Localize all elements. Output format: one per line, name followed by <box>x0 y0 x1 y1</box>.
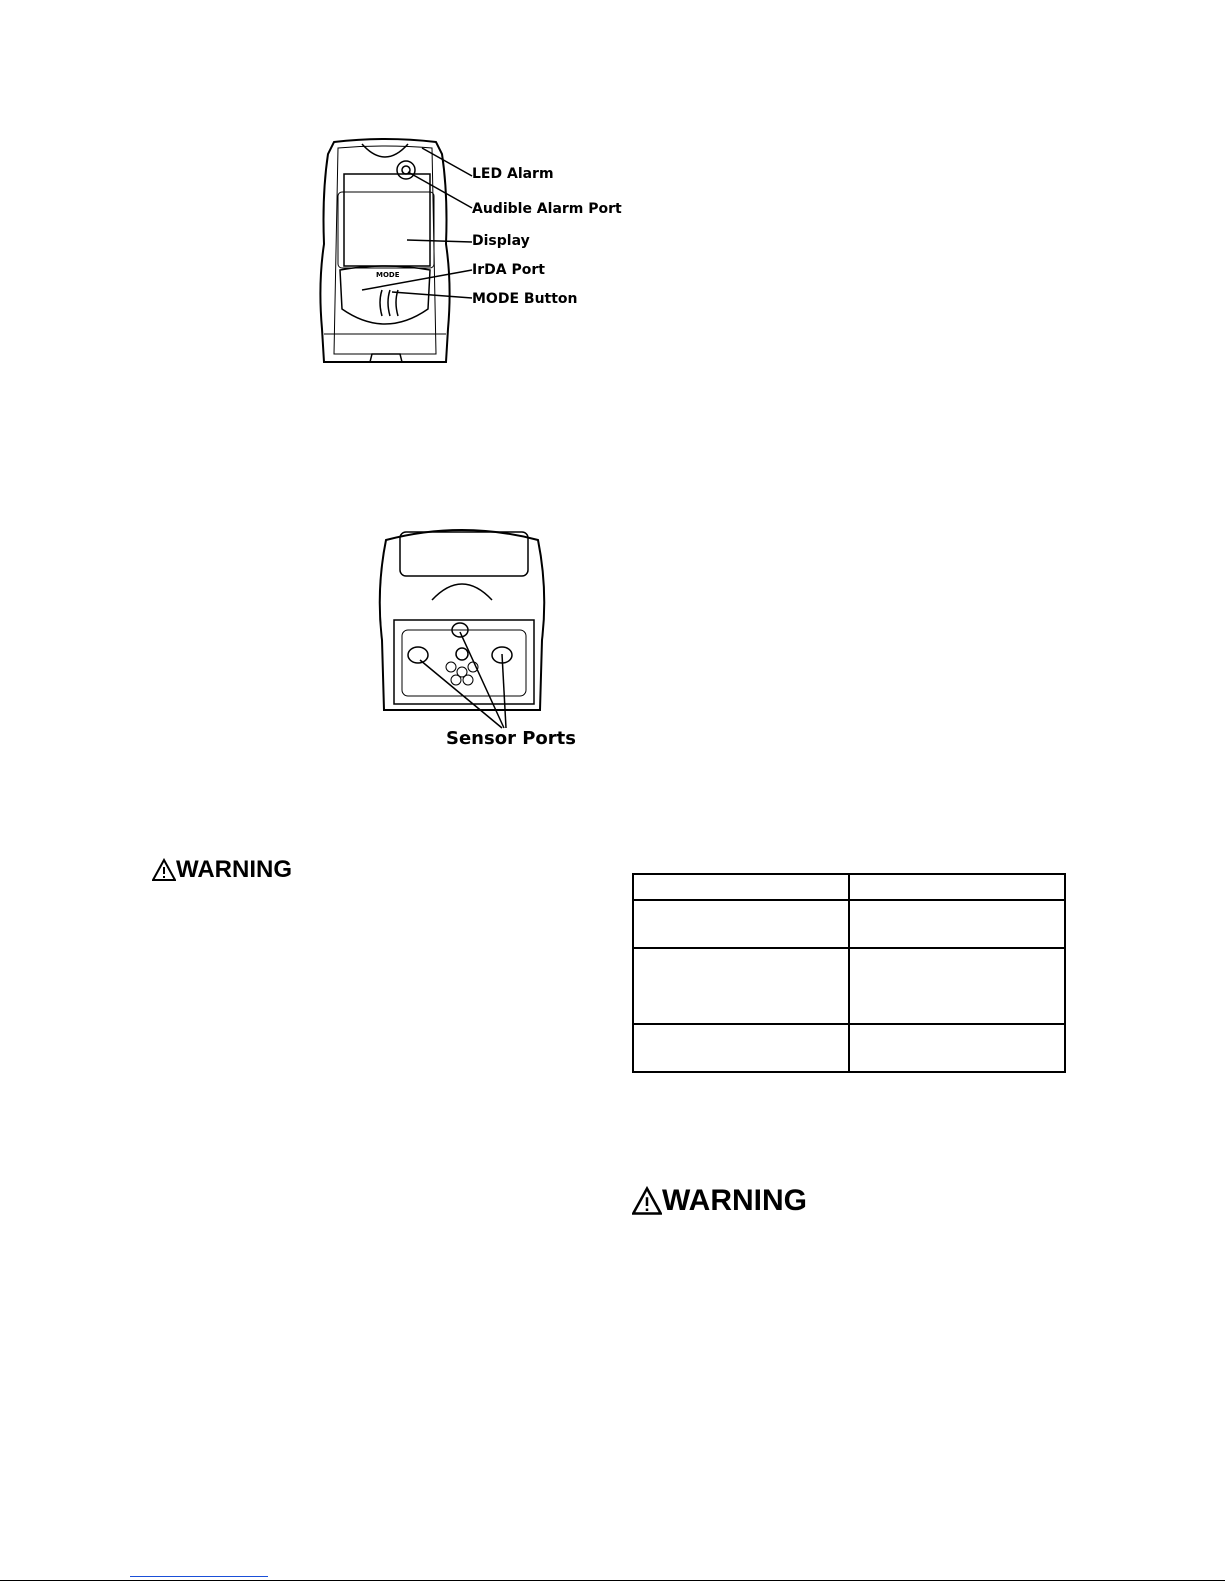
back-leader-lines <box>410 620 540 730</box>
footer-rule <box>0 1580 1225 1581</box>
callout-sensor-ports: Sensor Ports <box>446 728 576 749</box>
table-header-cell <box>849 874 1065 900</box>
callout-audible-alarm-port: Audible Alarm Port <box>472 201 622 217</box>
warning-triangle-icon <box>152 858 176 882</box>
warning-triangle-icon <box>632 1186 662 1216</box>
table-row <box>633 948 1065 1024</box>
warning-heading-right <box>632 1184 807 1218</box>
front-leader-lines <box>350 140 480 310</box>
table-cell <box>849 900 1065 948</box>
table-row <box>633 900 1065 948</box>
table-cell <box>633 1024 849 1072</box>
table-cell <box>633 900 849 948</box>
table-cell <box>633 948 849 1024</box>
callout-display: Display <box>472 233 530 249</box>
table-row <box>633 1024 1065 1072</box>
warning-heading-left <box>152 856 292 884</box>
table-cell <box>849 948 1065 1024</box>
table-header-row <box>633 874 1065 900</box>
callout-irda-port: IrDA Port <box>472 262 545 278</box>
callout-mode-button: MODE Button <box>472 291 578 307</box>
mode-engraving: MODE <box>376 271 400 279</box>
callout-led-alarm: LED Alarm <box>472 166 554 182</box>
table-header-cell <box>633 874 849 900</box>
spec-table <box>632 873 1066 1073</box>
warning-label-left: WARNING <box>176 856 292 883</box>
warning-label-right: WARNING <box>662 1184 807 1217</box>
footer-link[interactable] <box>130 1576 268 1577</box>
table-cell <box>849 1024 1065 1072</box>
